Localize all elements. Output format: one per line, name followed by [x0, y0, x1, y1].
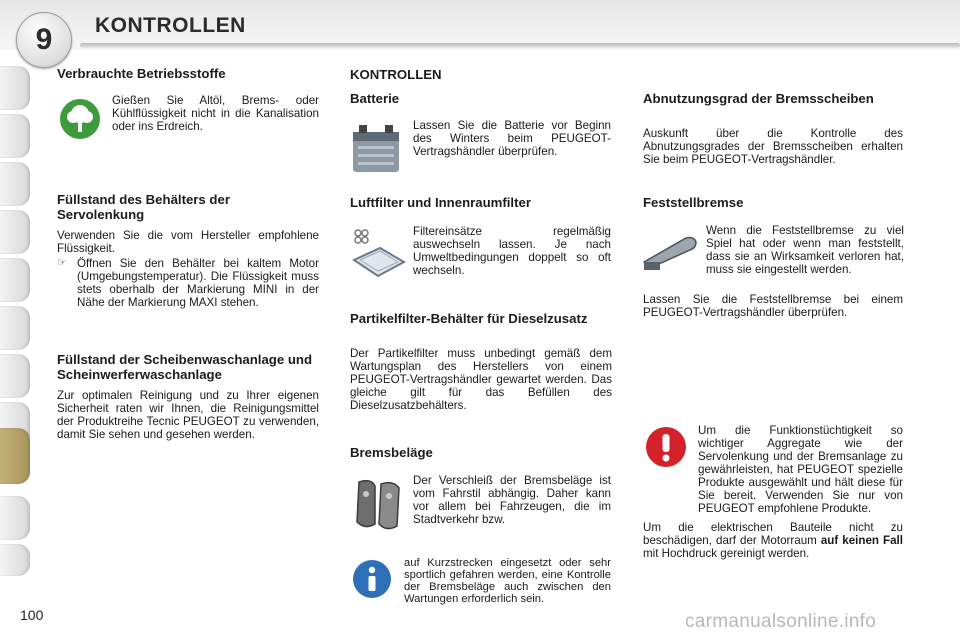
recycling-text: Gießen Sie Altöl, Brems- oder Kühlflüssigkeit nicht in die Kanalisation oder ins Erdreich.: [112, 94, 319, 133]
section-title: Verbrauchte Betriebsstoffe: [57, 66, 226, 81]
chapter-tab[interactable]: [0, 162, 30, 206]
section-title: Bremsbeläge: [350, 445, 433, 460]
tree-icon: [59, 98, 101, 140]
chapter-tab[interactable]: [0, 306, 30, 350]
battery-text: Lassen Sie die Batterie vor Beginn des Winters beim PEUGEOT-Vertragshändler überprüfen.: [413, 119, 611, 158]
warning-block: [643, 424, 903, 560]
left-column: [57, 66, 319, 91]
warning-text-2-a: Um die elektrischen Bauteile nicht zu beschädigen, darf der Motorraum: [643, 521, 903, 547]
chapter-number: 9: [35, 23, 53, 56]
chapter-tab[interactable]: [0, 496, 30, 540]
bullet-text: Öffnen Sie den Behälter bei kaltem Motor (Umgebungstemperatur). Die Flüssigkeit muss stets oberhalb der Markierung MINI in der Nähe der Markierung MAXI stehen.: [77, 257, 319, 309]
header-rule: [80, 43, 960, 48]
chapter-tab[interactable]: [0, 66, 30, 110]
chapter-tab[interactable]: [0, 354, 30, 398]
chapter-tab[interactable]: [0, 210, 30, 254]
brake-pads-icon: [353, 476, 403, 532]
parking-brake-icon: [642, 232, 698, 272]
section-heading: KONTROLLEN: [350, 67, 442, 82]
filter-text: Filtereinsätze regelmäßig auswechseln lassen. Je nach Umweltbedingungen doppelt so oft wechseln.: [413, 225, 611, 277]
chapter-tabs: [0, 66, 32, 576]
warning-emphasis: auf keinen Fall: [820, 534, 903, 547]
section-title: Feststellbremse: [643, 195, 744, 210]
battery-icon: [350, 120, 402, 176]
section-title: Füllstand der Scheibenwaschanlage und Scheinwerferwaschanlage: [57, 352, 313, 382]
bullet-item: [57, 257, 319, 309]
filter-icon: [350, 226, 406, 280]
chapter-tab[interactable]: [0, 114, 30, 158]
section-title: Luftfilter und Innenraumfilter: [350, 195, 531, 210]
page-number: 100: [20, 607, 44, 623]
watermark: carmanualsonline.info: [685, 611, 877, 632]
hand-icon: ☞: [57, 257, 67, 269]
section-title: Füllstand des Behälters der Servolenkung: [57, 192, 230, 222]
brake-text: Der Verschleiß der Bremsbeläge ist vom Fahrstil abhängig. Daher kann vor allem bei Fahrzeugen, die im Stadtverkehr bzw.: [413, 474, 611, 526]
chapter-tab-active[interactable]: [0, 428, 30, 484]
warning-text: Um die Funktionstüchtigkeit so wichtiger Aggregate wie der Servolenkung und der Bremsanlage zu gewährleisten, hat PEUGEOT spezielle Produkte ausgewählt und hält diese für Sie bereit. Verwenden Sie nur von PEUGEOT empfohlene Produkte.: [698, 424, 903, 515]
section-title: Abnutzungsgrad der Bremsscheiben: [643, 91, 874, 106]
particle-text: Der Partikelfilter muss unbedingt gemäß dem Wartungsplan des Herstellers von einem PEUGEOT-Vertragshändler gewartet werden. Das gleiche gilt für das Befüllen des Dieselzusatzbehälters.: [350, 347, 612, 412]
washer-section: [57, 352, 319, 441]
section-text: Verwenden Sie die vom Hersteller empfohlene Flüssigkeit.: [57, 229, 319, 255]
section-title: Batterie: [350, 91, 400, 106]
warning-text-2: [643, 521, 903, 560]
brake-info-text: auf Kurzstrecken eingesetzt oder sehr sportlich gefahren werden, eine Kontrolle der Bremsbeläge auch zwischen den Wartungen erforderlich sein.: [404, 557, 611, 605]
chapter-tab[interactable]: [0, 544, 30, 576]
info-icon: [352, 559, 392, 599]
chapter-badge: [16, 12, 72, 68]
section-text: Zur optimalen Reinigung und zu Ihrer eigenen Sicherheit raten wir Ihnen, die Reinigungsmittel der Produktreihe Tecnic PEUGEOT zu verwenden, damit Sie sehen und gesehen werden.: [57, 389, 319, 441]
parking-text-2: Lassen Sie die Feststellbremse bei einem PEUGEOT-Vertragshändler überprüfen.: [643, 293, 903, 319]
parking-text: Wenn die Feststellbremse zu viel Spiel hat oder wenn man feststellt, dass sie an Wirksamkeit verloren hat, muss sie eingestellt werden.: [706, 224, 904, 276]
chapter-tab[interactable]: [0, 258, 30, 302]
steering-section: [57, 192, 319, 309]
page-title: KONTROLLEN: [95, 14, 246, 37]
warning-text-2-c: mit Hochdruck gereinigt werden.: [643, 547, 810, 560]
section-title: Partikelfilter-Behälter für Dieselzusatz: [350, 311, 588, 326]
discs-text: Auskunft über die Kontrolle des Abnutzungsgrades der Bremsscheiben erhalten Sie beim PEUGEOT-Vertragshändler.: [643, 127, 903, 166]
